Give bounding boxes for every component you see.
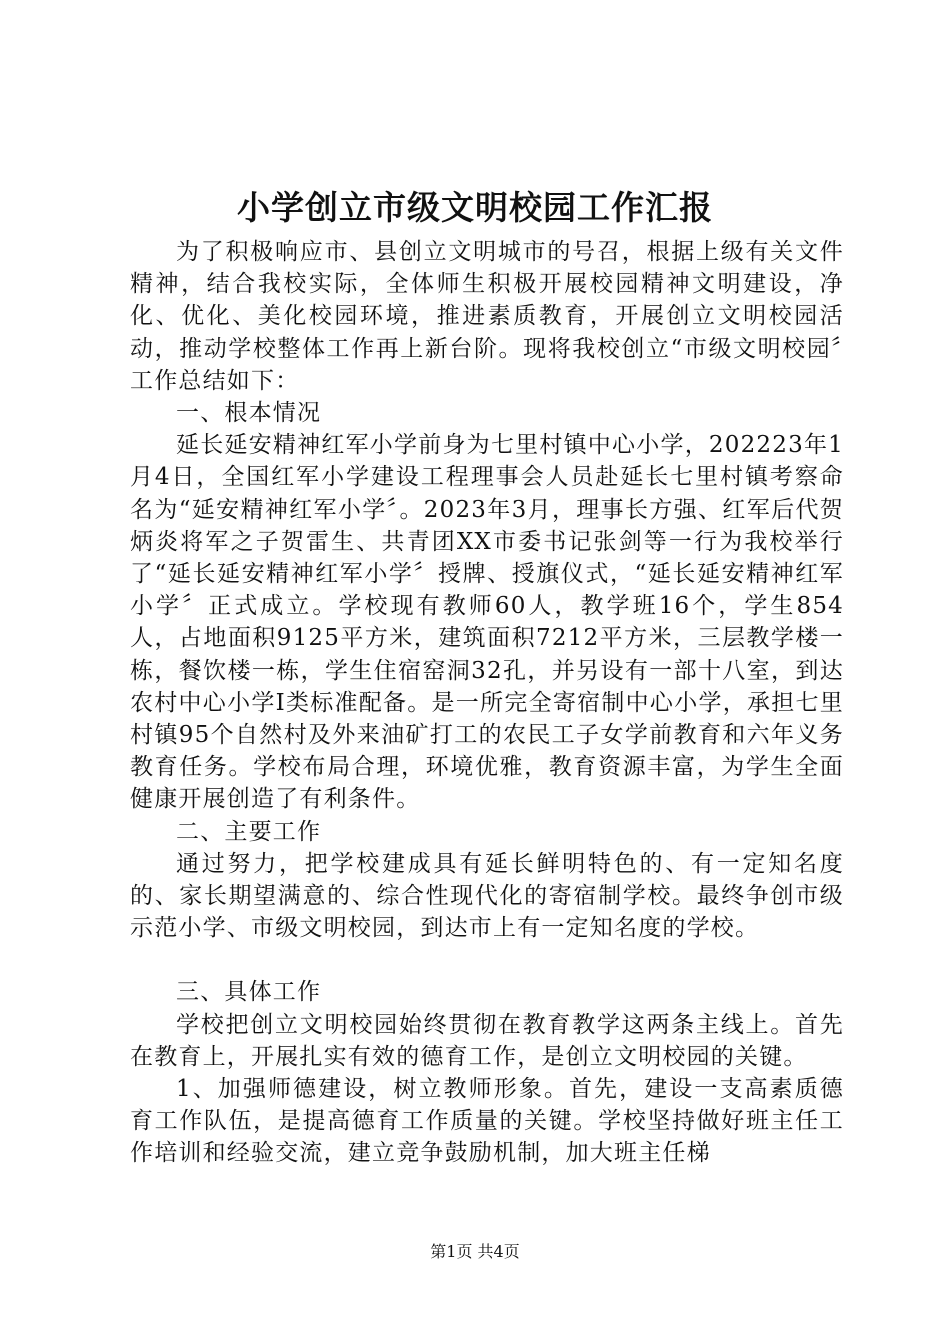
section-heading-main-work: 二、主要工作 bbox=[176, 818, 322, 845]
page-footer: 第1页 共4页 bbox=[430, 1242, 520, 1261]
document-title: 小学创立市级文明校园工作汇报 bbox=[237, 188, 713, 227]
intro-paragraph: 为了积极响应市、县创立文明城市的号召，根据上级有关文件精神，结合我校实际，全体师生积极开展校园精神文明建设，净化、优化、美化校园环境，推进素质教育，开展创立文明校园活动，推动学校整体工作再上新台阶。现将我校创立“市级文明校园〞工作总结如下： bbox=[130, 239, 844, 394]
section-paragraph-basic-info: 延长延安精神红军小学前身为七里村镇中心小学，202223年1月4日，全国红军小学建设工程理事会人员赴延长七里村镇考察命名为“延安精神红军小学〞。2023年3月，理事长方强、红军后代贺炳炎将军之子贺雷生、共青团XX市委书记张剑等一行为我校举行了“延长延安精神红军小学〞授牌、授旗仪式，“延长延安精神红军小学〞正式成立。学校现有教师60人，教学班16个，学生854人，占地面积9125平方米，建筑面积7212平方米，三层教学楼一栋，餐饮楼一栋，学生住宿窑洞32孔，并另设有一部十八室，到达农村中心小学Ⅰ类标准配备。是一所完全寄宿制中心小学，承担七里村镇95个自然村及外来油矿打工的农民工子女学前教育和六年义务教育任务。学校布局合理，环境优雅，教育资源丰富，为学生全面健康开展创造了有利条件。 bbox=[130, 432, 844, 813]
section-heading-basic-info: 一、根本情况 bbox=[176, 400, 322, 427]
item-paragraph-teacher-ethics: 1、加强师德建设，树立教师形象。首先，建设一支高素质德育工作队伍，是提高德育工作质量的关键。学校坚持做好班主任工作培训和经验交流，建立竞争鼓励机制，加大班主任梯 bbox=[130, 1076, 844, 1167]
blank-line bbox=[130, 944, 844, 976]
section-paragraph-specific-work: 学校把创立文明校园始终贯彻在教育教学这两条主线上。首先在教育上，开展扎实有效的德育工作，是创立文明校园的关键。 bbox=[130, 1011, 844, 1070]
section-paragraph-main-work: 通过努力，把学校建成具有延长鲜明特色的、有一定知名度的、家长期望满意的、综合性现代化的寄宿制学校。最终争创市级示范小学、市级文明校园，到达市上有一定知名度的学校。 bbox=[130, 850, 844, 942]
section-heading-specific-work: 三、具体工作 bbox=[176, 979, 322, 1006]
document-body bbox=[130, 236, 844, 1170]
